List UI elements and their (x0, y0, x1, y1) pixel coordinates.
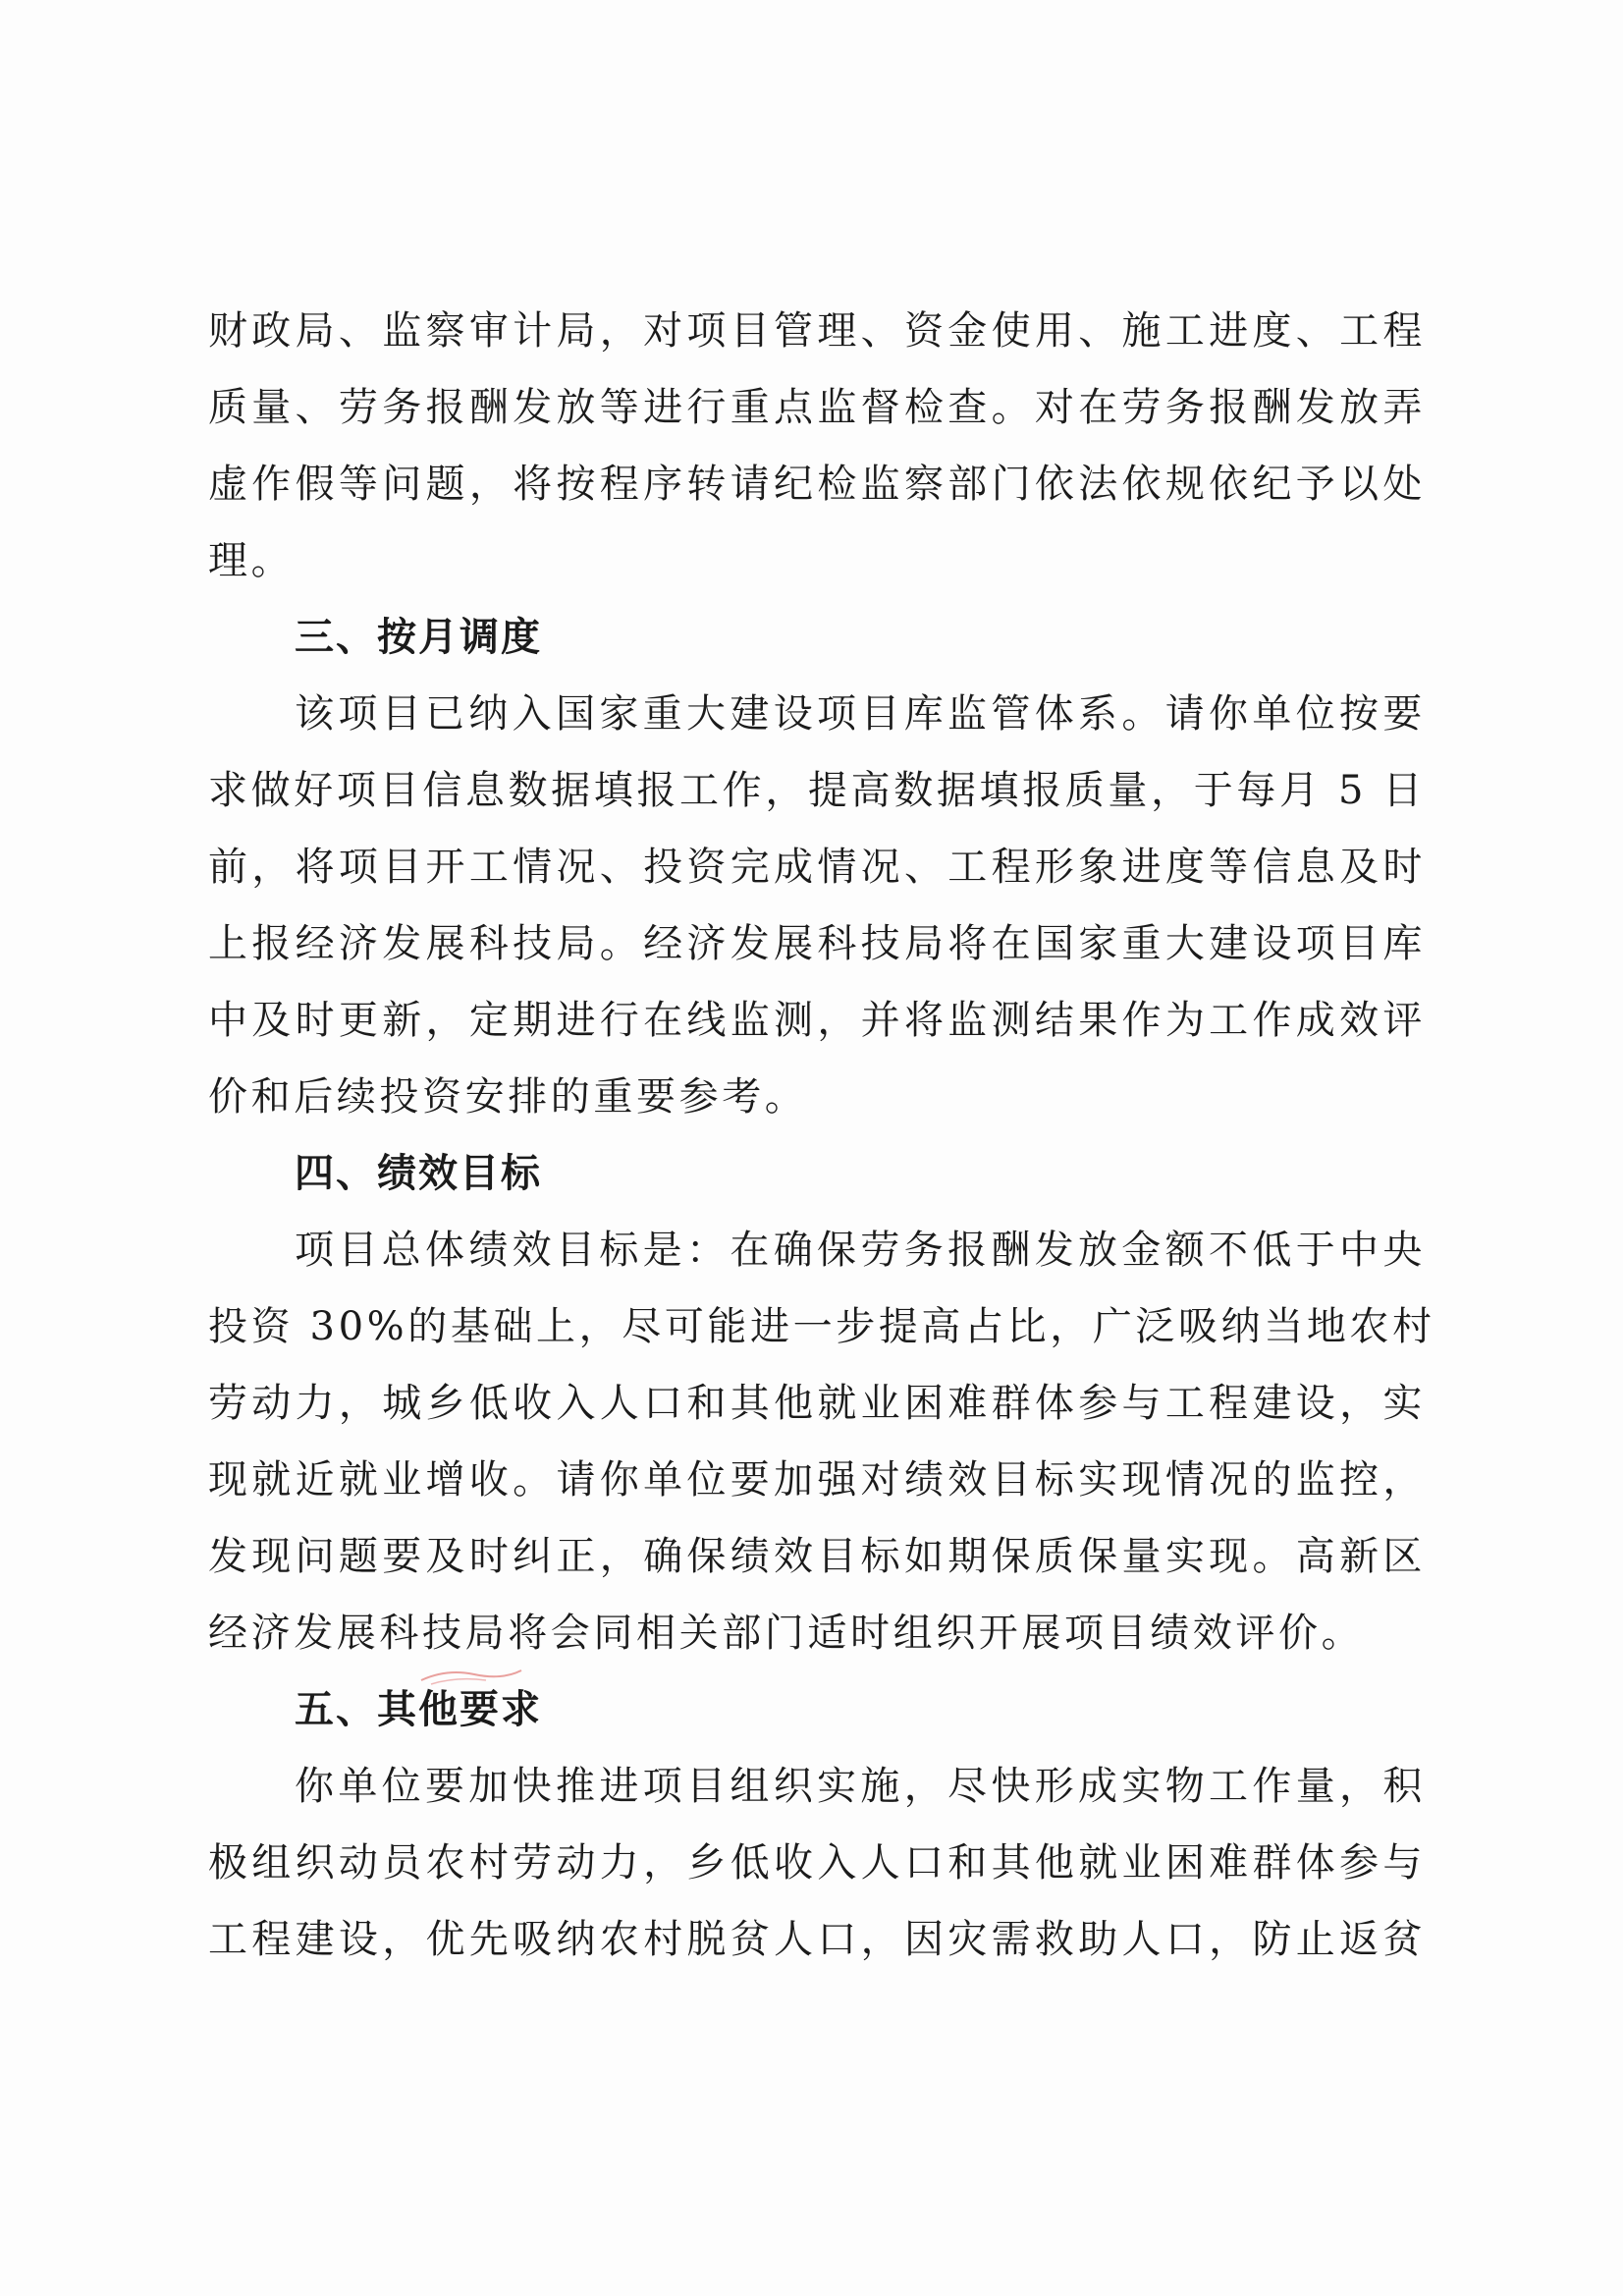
body-line-4: 理。 (208, 538, 295, 583)
body-line-21: 极组织动员农村劳动力，乡低收入人口和其他就业困难群体参与 (208, 1840, 1426, 1886)
body-line-17: 发现问题要及时纠正，确保绩效目标如期保质保量实现。高新区 (208, 1534, 1426, 1579)
body-line-3: 虚作假等问题，将按程序转请纪检监察部门依法依规依纪予以处 (208, 462, 1426, 507)
body-line-11: 价和后续投资安排的重要参考。 (208, 1074, 808, 1120)
section-heading-monthly-dispatch: 三、按月调度 (295, 615, 542, 660)
body-line-20: 你单位要加快推进项目组织实施，尽快形成实物工作量，积 (295, 1764, 1426, 1809)
body-line-9: 上报经济发展科技局。经济发展科技局将在国家重大建设项目库 (208, 921, 1426, 966)
body-line-1: 财政局、监察审计局，对项目管理、资金使用、施工进度、工程 (208, 308, 1426, 354)
body-line-7: 求做好项目信息数据填报工作，提高数据填报质量，于每月 5 日 (208, 768, 1426, 813)
body-line-6: 该项目已纳入国家重大建设项目库监管体系。请你单位按要 (295, 691, 1426, 737)
body-line-22: 工程建设，优先吸纳农村脱贫人口，因灾需救助人口，防止返贫 (208, 1917, 1426, 1962)
body-line-14: 投资 30%的基础上，尽可能进一步提高占比，广泛吸纳当地农村 (208, 1304, 1435, 1349)
body-line-13: 项目总体绩效目标是：在确保劳务报酬发放金额不低于中央 (295, 1228, 1426, 1273)
section-heading-performance-goals: 四、绩效目标 (295, 1151, 542, 1196)
body-line-18: 经济发展科技局将会同相关部门适时组织开展项目绩效评价。 (208, 1611, 1365, 1656)
body-line-15: 劳动力，城乡低收入人口和其他就业困难群体参与工程建设，实 (208, 1381, 1426, 1426)
body-line-16: 现就近就业增收。请你单位要加强对绩效目标实现情况的监控， (208, 1457, 1426, 1503)
body-line-10: 中及时更新，定期进行在线监测，并将监测结果作为工作成效评 (208, 998, 1426, 1043)
body-line-8: 前，将项目开工情况、投资完成情况、工程形象进度等信息及时 (208, 845, 1426, 890)
body-line-2: 质量、劳务报酬发放等进行重点监督检查。对在劳务报酬发放弄 (208, 385, 1426, 430)
section-heading-other-requirements: 五、其他要求 (295, 1687, 542, 1732)
